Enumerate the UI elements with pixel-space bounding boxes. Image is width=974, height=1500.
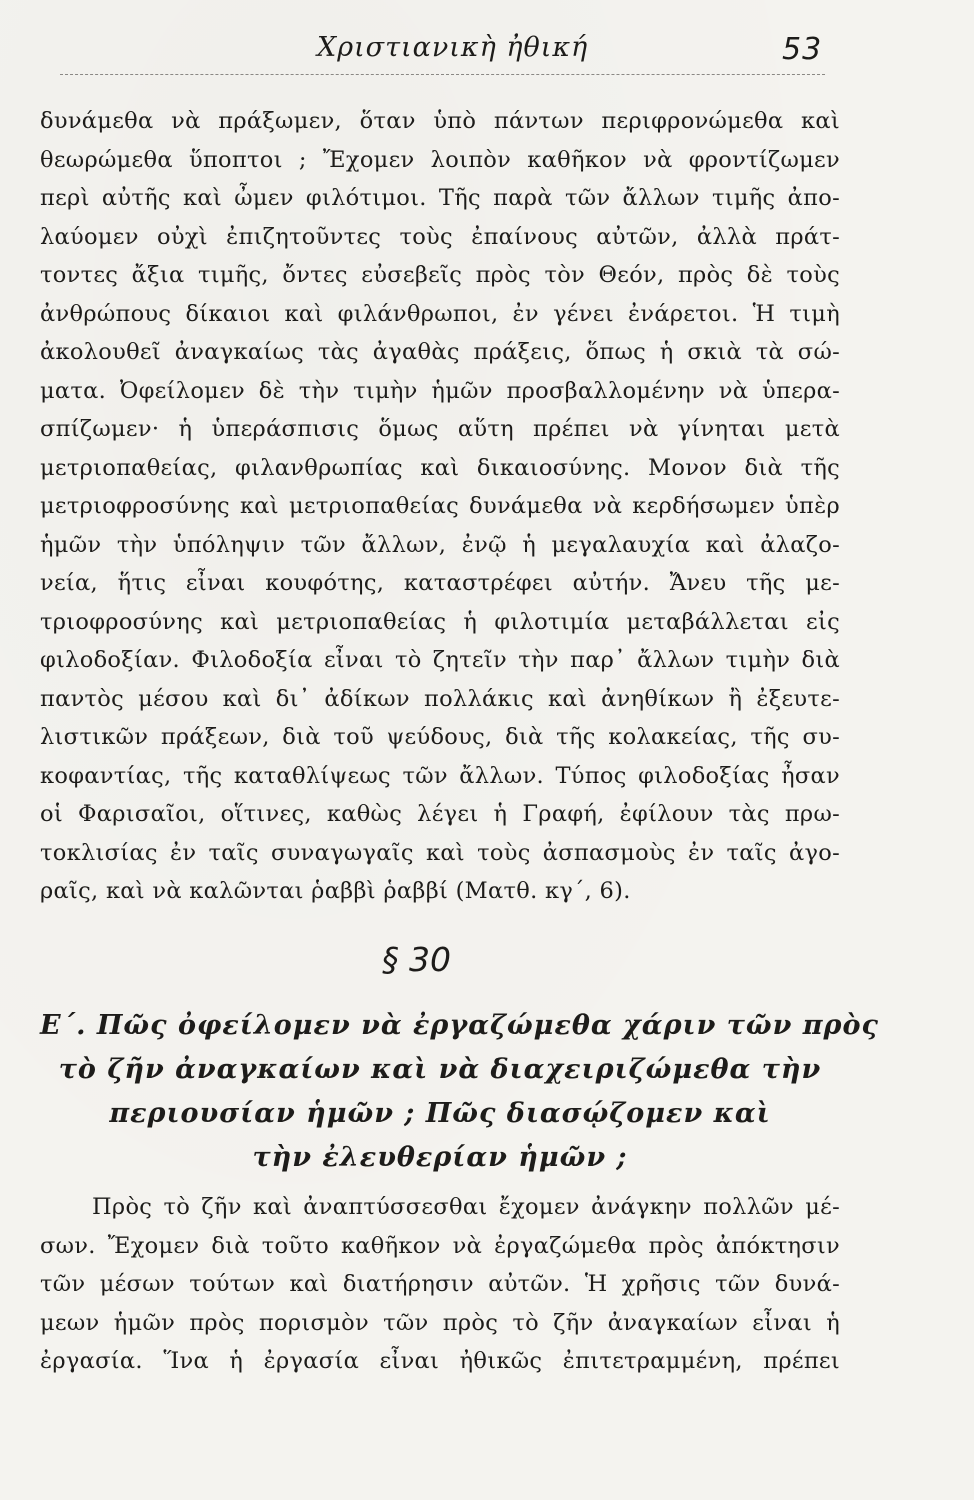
section-title-line: τὴν ἐλευθερίαν ἡμῶν ; [252,1142,628,1173]
text-line: μετριοφροσύνης καὶ μετριοπαθείας δυνάμεθα νὰ κερδήσωμεν ὑπὲρ [40,493,840,519]
text-line: τριοφροσύνης καὶ μετριοπαθείας ἡ φιλοτιμία μεταβάλλεται εἰς [40,608,840,635]
text-line: δυνάμεθα νὰ πράξωμεν, ὅταν ὑπὸ πάντων περιφρονώμεθα καὶ [40,108,840,134]
section-title-line: τὸ ζῆν ἀναγκαίων καὶ νὰ διαχειριζώμεθα τὴν [58,1054,822,1085]
text-line: μετριοπαθείας, φιλανθρωπίας καὶ δικαιοσύνης. Μονον διὰ τῆς [40,454,840,481]
text-line: λιστικῶν πράξεων, διὰ τοῦ ψεύδους, διὰ τῆς κολακείας, τῆς συ- [40,724,840,750]
paragraph-1 [40,102,840,911]
text-line: σων. Ἔχομεν διὰ τοῦτο καθῆκον νὰ ἐργαζώμεθα πρὸς ἀπόκτησιν [40,1232,840,1259]
text-line: τοκλισίας ἐν ταῖς συναγωγαῖς καὶ τοὺς ἀσπασμοὺς ἐν ταῖς ἀγο- [40,839,840,866]
section-title [40,1004,879,1180]
text-line: νεία, ἥτις εἶναι κουφότης, καταστρέφει αὐτήν. Ἄνευ τῆς με- [40,570,840,596]
text-line: ἀκολουθεῖ ἀναγκαίως τὰς ἀγαθὰς πράξεις, ὅπως ἡ σκιὰ τὰ σώ- [40,339,840,365]
text-line: ματα. Ὀφείλομεν δὲ τὴν τιμὴν ἡμῶν προσβαλλομένην νὰ ὑπερα- [40,377,840,404]
text-line: ἐργασία. Ἵνα ἡ ἐργασία εἶναι ἠθικῶς ἐπιτετραμμένη, πρέπει [40,1348,840,1374]
running-head [0,28,974,68]
text-line: περὶ αὐτῆς καὶ ὦμεν φιλότιμοι. Τῆς παρὰ τῶν ἄλλων τιμῆς ἀπο- [40,185,840,211]
text-line: ἀνθρώπους δίκαιοι καὶ φιλάνθρωποι, ἐν γένει ἐνάρετοι. Ἡ τιμὴ [40,300,840,327]
text-line: λαύομεν οὐχὶ ἐπιζητοῦντες τοὺς ἐπαίνους αὐτῶν, ἀλλὰ πράτ- [40,223,840,250]
page-number: 53 [782,32,823,67]
text-line: ἡμῶν τὴν ὑπόληψιν τῶν ἄλλων, ἐνῷ ἡ μεγαλαυχία καὶ ἀλαζο- [40,531,840,558]
text-line: κοφαντίας, τῆς καταθλίψεως τῶν ἄλλων. Τύπος φιλοδοξίας ἦσαν [40,762,840,789]
running-title: Χριστιανικὴ ἠθική [317,32,589,63]
header-rule [60,74,825,75]
text-line: φιλοδοξίαν. Φιλοδοξία εἶναι τὸ ζητεῖν τὴν παρ᾽ ἄλλων τιμὴν διὰ [40,647,840,673]
text-line: Πρὸς τὸ ζῆν καὶ ἀναπτύσσεσθαι ἔχομεν ἀνάγκην πολλῶν μέ- [92,1194,840,1220]
text-line: τῶν μέσων τούτων καὶ διατήρησιν αὐτῶν. Ἡ χρῆσις τῶν δυνά- [40,1271,840,1297]
text-line: τοντες ἄξια τιμῆς, ὄντες εὐσεβεῖς πρὸς τὸν Θεόν, πρὸς δὲ τοὺς [40,262,840,288]
section-title-line: περιουσίαν ἡμῶν ; Πῶς διασῴζομεν καὶ [109,1098,771,1129]
text-line: μεων ἡμῶν πρὸς πορισμὸν τῶν πρὸς τὸ ζῆν ἀναγκαίων εἶναι ἡ [40,1309,840,1336]
paragraph-2 [40,1188,840,1381]
text-line: παντὸς μέσου καὶ δι᾽ ἀδίκων πολλάκις καὶ ἀνηθίκων ἢ ἐξευτε- [40,685,840,712]
section-title-line: Ε´. Πῶς ὀφείλομεν νὰ ἐργαζώμεθα χάριν τῶν πρὸς [40,1010,879,1041]
text-line: θεωρώμεθα ὕποπτοι ; Ἔχομεν λοιπὸν καθῆκον νὰ φροντίζωμεν [40,146,840,173]
text-line: σπίζωμεν· ἡ ὑπεράσπισις ὅμως αὕτη πρέπει νὰ γίνηται μετὰ [40,416,840,442]
section-number: § 30 [382,940,451,979]
text-line: οἱ Φαρισαῖοι, οἵτινες, καθὼς λέγει ἡ Γραφή, ἐφίλουν τὰς πρω- [40,801,840,827]
text-line: ραῖς, καὶ νὰ καλῶνται ῥαββὶ ῥαββί (Ματθ. κγ´, 6). [40,878,631,904]
